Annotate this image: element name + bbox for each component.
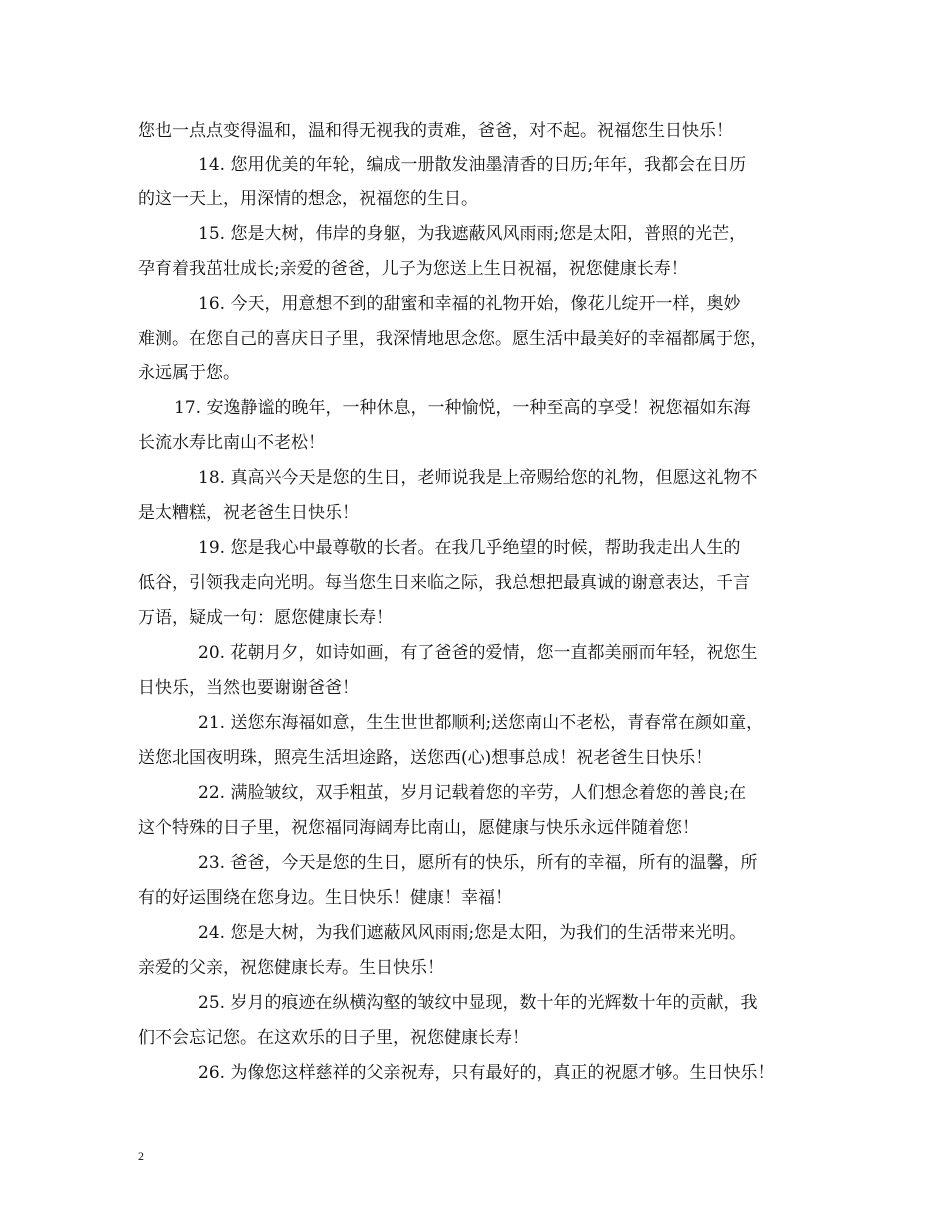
- text-line: 17. 安逸静谧的晚年，一种休息，一种愉悦，一种至高的享受！祝您福如东海: [174, 398, 751, 418]
- text-line: 难测。在您自己的喜庆日子里，我深情地思念您。愿生活中最美好的幸福都属于您，: [138, 329, 767, 349]
- text-line: 这个特殊的日子里，祝您福同海阔寿比南山，愿健康与快乐永远伴随着您！: [138, 818, 699, 838]
- text-line: 26. 为像您这样慈祥的父亲祝寿，只有最好的，真正的祝愿才够。生日快乐！: [198, 1063, 775, 1083]
- text-line: 日快乐，当然也要谢谢爸爸！: [138, 678, 359, 698]
- text-line: 22. 满脸皱纹，双手粗茧，岁月记载着您的辛劳，人们想念着您的善良;在: [198, 783, 747, 803]
- text-line: 亲爱的父亲，祝您健康长寿。生日快乐！: [138, 958, 444, 978]
- text-line: 有的好运围绕在您身边。生日快乐！健康！幸福！: [138, 888, 512, 908]
- text-line: 16. 今天，用意想不到的甜蜜和幸福的礼物开始，像花儿绽开一样，奥妙: [198, 294, 741, 314]
- text-line: 20. 花朝月夕，如诗如画，有了爸爸的爱情，您一直都美丽而年轻，祝您生: [198, 643, 758, 663]
- text-line: 长流水寿比南山不老松！: [138, 433, 325, 453]
- text-line: 23. 爸爸，今天是您的生日，愿所有的快乐，所有的幸福，所有的温馨，所: [198, 853, 758, 873]
- text-line: 18. 真高兴今天是您的生日，老师说我是上帝赐给您的礼物，但愿这礼物不: [198, 468, 758, 488]
- text-line: 永远属于您。: [138, 363, 240, 383]
- text-line: 低谷，引领我走向光明。每当您生日来临之际，我总想把最真诚的谢意表达，千言: [138, 573, 750, 593]
- text-line: 21. 送您东海福如意，生生世世都顺利;送您南山不老松，青春常在颜如童，: [198, 713, 764, 733]
- text-line: 19. 您是我心中最尊敬的长者。在我几乎绝望的时候，帮助我走出人生的: [198, 538, 741, 558]
- text-line: 万语，疑成一句：愿您健康长寿！: [138, 608, 393, 628]
- text-line: 的这一天上，用深情的想念，祝福您的生日。: [138, 189, 478, 209]
- page-number: 2: [138, 1149, 144, 1163]
- text-line: 24. 您是大树，为我们遮蔽风风雨雨;您是太阳，为我们的生活带来光明。: [198, 923, 747, 943]
- text-line: 14. 您用优美的年轮，编成一册散发油墨清香的日历;年年，我都会在日历: [198, 155, 747, 175]
- text-line: 送您北国夜明珠，照亮生活坦途路，送您西(心)想事总成！祝老爸生日快乐！: [138, 748, 713, 768]
- text-line: 们不会忘记您。在这欢乐的日子里，祝您健康长寿！: [138, 1028, 529, 1048]
- text-line: 是太糟糕，祝老爸生日快乐！: [138, 503, 359, 523]
- text-line: 15. 您是大树，伟岸的身躯，为我遮蔽风风雨雨;您是太阳，普照的光芒，: [198, 224, 747, 244]
- text-line: 您也一点点变得温和，温和得无视我的责难，爸爸，对不起。祝福您生日快乐！: [138, 121, 733, 141]
- text-line: 25. 岁月的痕迹在纵横沟壑的皱纹中显现，数十年的光辉数十年的贡献，我: [198, 993, 758, 1013]
- text-line: 孕育着我茁壮成长;亲爱的爸爸，儿子为您送上生日祝福，祝您健康长寿！: [138, 259, 688, 279]
